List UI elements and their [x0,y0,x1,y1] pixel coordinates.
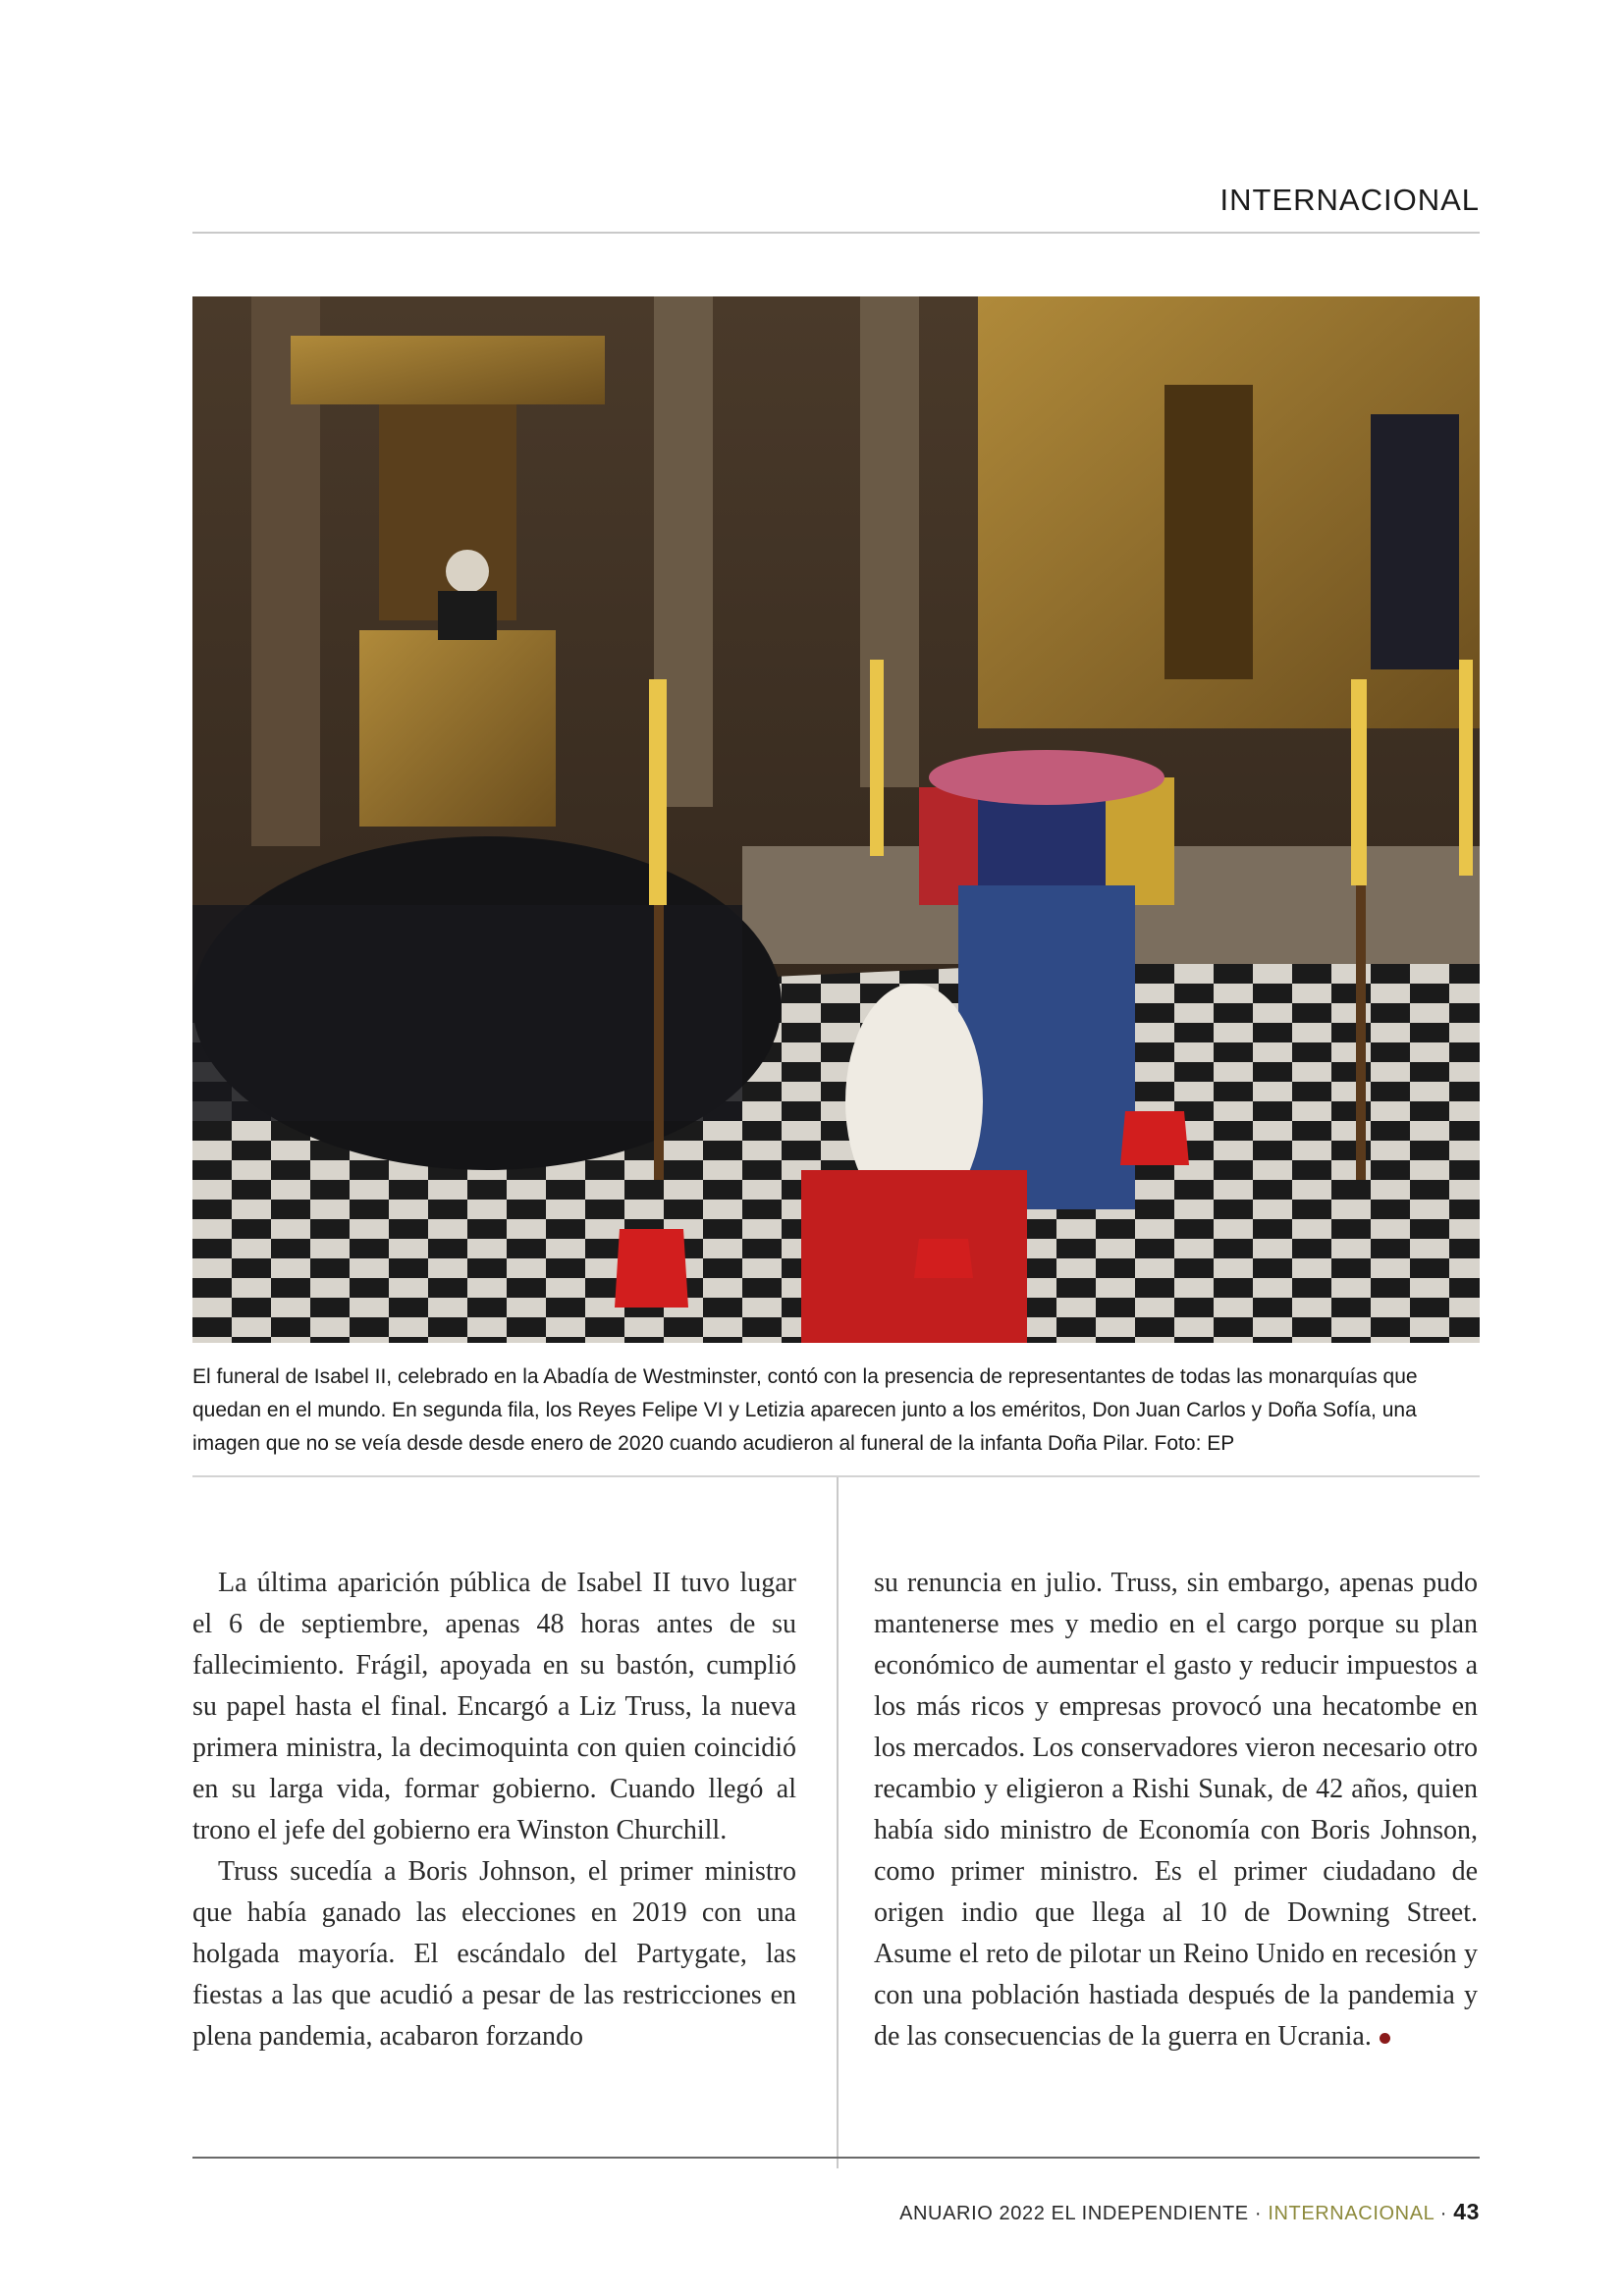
article-column-left [192,1563,796,2057]
page-footer [899,2199,1480,2225]
photo-caption: El funeral de Isabel II, celebrado en la Abadía de Westminster, contó con la presencia de representantes de todas las monarquías que quedan en el mundo. En segunda fila, los Reyes Felipe VI y Letizia aparecen junto a los eméritos, Don Juan Carlos y Doña Sofía, una imagen que no se veía desde desde enero de 2020 cuando acudieron al funeral de la infanta Doña Pilar. Foto: EP [192,1365,1418,1455]
article-paragraph-text: su renuncia en julio. Truss, sin embargo, apenas pudo mantenerse mes y medio en el cargo porque su plan económico de aumentar el gasto y reducir impuestos a los más ricos y empresas provocó una hecatombe en los mercados. Los conservadores vieron necesario otro recambio y eligieron a Rishi Sunak, de 42 años, quien había sido ministro de Economía con Boris Johnson, como primer ministro. Es el primer ciudadano de origen indio que llega al 10 de Downing Street. Asume el reto de pilotar un Reino Unido en recesión y con una población hastiada después de la pandemia y de las consecuencias de la guerra en Ucrania. [874,1568,1478,2052]
funeral-photo [192,296,1480,1343]
header-rule [192,232,1480,234]
article-paragraph [874,1563,1478,2057]
footer-separator: · [1434,2203,1454,2224]
footer-publication: ANUARIO 2022 EL INDEPENDIENTE · [899,2203,1269,2224]
photo-icon [192,296,1480,1343]
footer-section: INTERNACIONAL [1268,2203,1435,2224]
article-paragraph: La última aparición pública de Isabel II tuvo lugar el 6 de septiembre, apenas 48 horas antes de su fallecimiento. Frágil, apoyada en su bastón, cumplió su papel hasta el final. Encargó a Liz Truss, la nueva primera ministra, la decimoquinta con quien coincidió en su larga vida, formar gobierno. Cuando llegó al trono el jefe del gobierno era Winston Churchill. [192,1568,796,1845]
article-column-right [874,1563,1478,2057]
end-of-article-icon [1380,2033,1390,2044]
page-number: 43 [1453,2199,1480,2224]
column-divider [837,1477,839,2168]
article-paragraph: Truss sucedía a Boris Johnson, el primer ministro que había ganado las elecciones en 2019 con una holgada mayoría. El escándalo del Partygate, las fiestas a las que acudió a pesar de las restricciones en plena pandemia, acabaron forzando [192,1856,796,2052]
footer-rule [192,2157,1480,2159]
section-title: INTERNACIONAL [1219,183,1480,217]
